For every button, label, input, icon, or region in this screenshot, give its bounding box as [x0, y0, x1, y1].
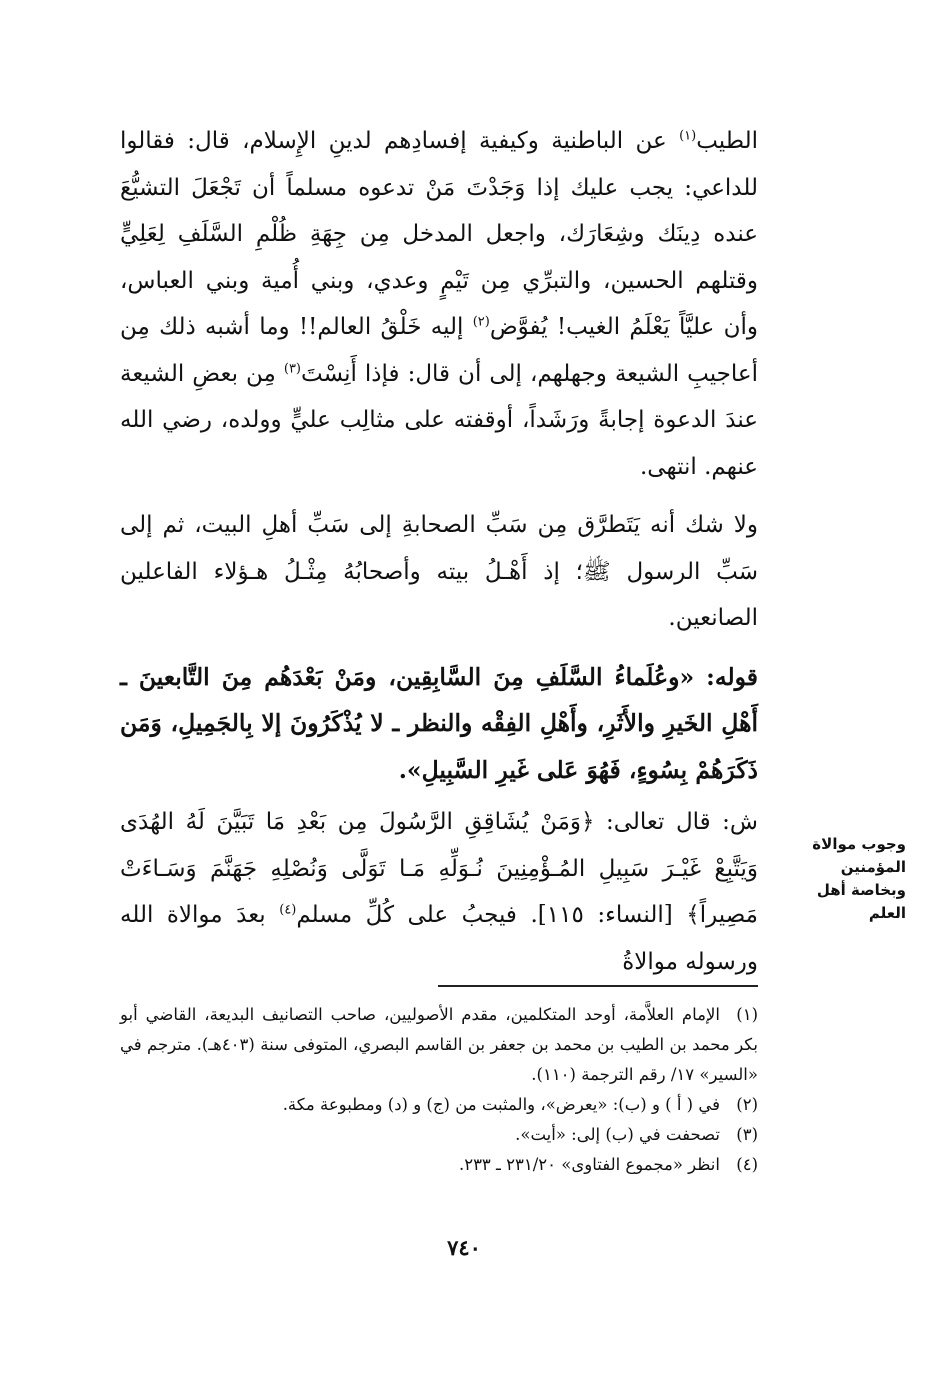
footnote-number: (٤) [736, 1155, 758, 1174]
footnote-ref-2[interactable]: (٢) [472, 314, 490, 330]
paragraph-1 [120, 118, 758, 490]
footnote-ref-3[interactable]: (٣) [283, 360, 301, 376]
commentary-paragraph [120, 799, 758, 985]
footnote-text: الإمام العلاَّمة، أوحد المتكلمين، مقدم الأصوليين، صاحب التصانيف البديعة، القاضي أبو بكر محمد بن الطيب بن محمد بن جعفر بن القاسم البصري، المتوفى سنة (٤٠٣هـ). مترجم في «السير» ١٧/ رقم الترجمة (١١٠). [120, 1005, 759, 1084]
footnote-2 [120, 1090, 758, 1120]
margin-heading: وجوب موالاة المؤمنين وبخاصة أهل العلم [812, 835, 906, 922]
para1-text-a: الطيب [696, 128, 758, 154]
page-number: ٧٤٠ [447, 1235, 481, 1260]
footnote-text: تصحفت في (ب) إلى: «أيت». [515, 1125, 720, 1144]
footnote-text: في ( أ ) و (ب): «يعرض»، والمثبت من (ج) و (د) ومطبوعة مكة. [282, 1095, 720, 1114]
footnote-4 [120, 1150, 758, 1180]
footnote-number: (١) [736, 1005, 758, 1024]
footnote-number: (٣) [736, 1125, 758, 1144]
footnotes-section [120, 1000, 758, 1180]
footnote-1 [120, 1000, 758, 1090]
paragraph-gap [120, 642, 758, 654]
footnote-3 [120, 1120, 758, 1150]
footnote-ref-1[interactable]: (١) [679, 128, 697, 144]
para1-text-c: إليه خَلْقُ العالم!! وما أشبه ذلك مِن أعاجيبِ الشيعة وجهلهم، إلى أن قال: فإذا أَنِسْتَ [120, 314, 759, 387]
commentary-text-b: بعدَ موالاة الله ورسوله موالاةُ [120, 902, 758, 975]
commentary-text-a: ش: قال تعالى: ﴿وَمَنْ يُشَاقِقِ الرَّسُولَ مِن بَعْدِ مَا تَبَيَّنَ لَهُ الهُدَى وَيَتَّبِعْ غَيْـرَ سَبِيلِ المُـؤْمِنِينَ نُـوَلِّهِ مَـا تَوَلَّى وَنُصْلِهِ جَهَنَّمَ وَسَـاءَتْ مَصِيراً﴾ [النساء: ١١٥]. فيجبُ على كُلِّ مسلم [120, 809, 758, 928]
main-text-column [120, 118, 758, 985]
footnote-ref-4[interactable]: (٤) [279, 902, 297, 918]
paragraph-gap [120, 490, 758, 502]
footnote-number: (٢) [736, 1095, 758, 1114]
quoted-matn-paragraph: قوله: «وعُلَماءُ السَّلَفِ مِنَ السَّابِقِين، ومَنْ بَعْدَهُم مِنَ التَّابعينَ ـ أَهْلِ الخَيرِ والأَثَرِ، وأَهْلِ الفِقْه والنظر ـ لا يُذْكَرُونَ إلا بِالجَمِيلِ، وَمَن ذَكَرَهُمْ بِسُوءٍ، فَهُوَ عَلى غَيرِ السَّبِيلِ». [120, 662, 758, 784]
footnote-text: انظر «مجموع الفتاوى» ٢٣١/٢٠ ـ ٢٣٣. [458, 1155, 720, 1174]
para1-text-b: عن الباطنية وكيفية إفسادِهم لدينِ الإِسلام، قال: فقالوا للداعي: يجب عليك إذا وَجَدْتَ مَنْ تدعوه مسلماً أن تَجْعَلَ التشيُّعَ عنده دِينَك وشِعَارَك، واجعل المدخل مِن جِهَةِ ظُلْمِ السَّلَفِ لِعَلِيٍّ وقتلهم الحسين، والتبرِّي مِن تَيْمٍ وعدي، وبني أُمية وبني العباس، وأن عليَّاً يَعْلَمُ الغيب! يُفوَّض [120, 128, 758, 340]
para1-text-d: مِن بعضِ الشيعة عندَ الدعوة إجابةً ورَشَداً، أوقفته على مثالِب عليٍّ وولده، رضي الله عنهم. انتهى. [120, 360, 758, 480]
footnote-separator [438, 985, 758, 987]
paragraph-2: ولا شك أنه يَتَطرَّق مِن سَبِّ الصحابةِ إلى سَبِّ أهلِ البيت، ثم إلى سَبِّ الرسول ﷺ؛ إذ أَهْـلُ بيته وأصحابُهُ مِثْـلُ هـؤلاء الفاعلين الصانعين. [120, 512, 758, 631]
